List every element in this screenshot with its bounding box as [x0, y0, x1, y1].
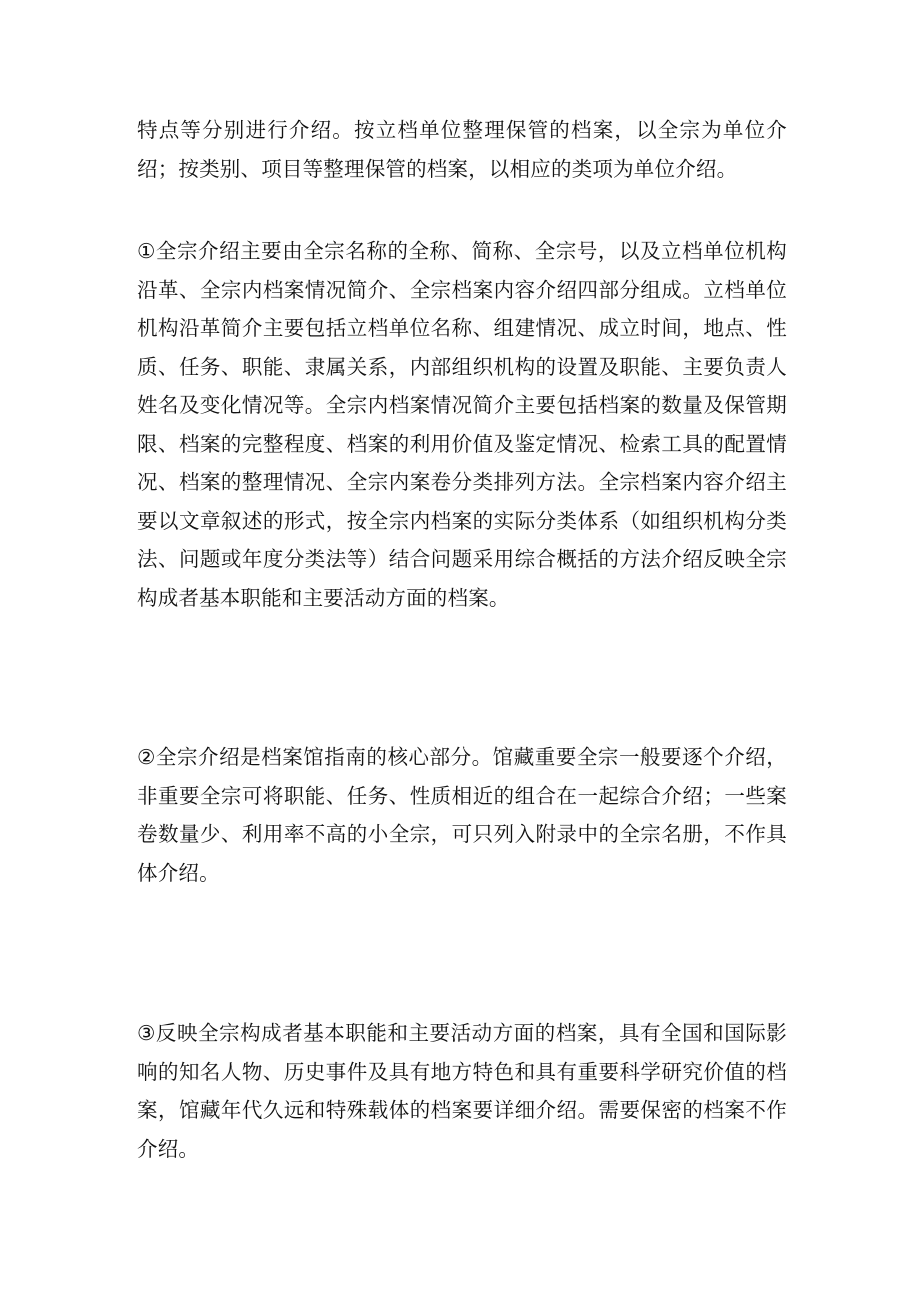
paragraph-item-3: ③反映全宗构成者基本职能和主要活动方面的档案，具有全国和国际影响的知名人物、历史事件及具有地方特色和具有重要科学研究价值的档案，馆藏年代久远和特殊载体的档案要详细介绍。需要保密的档案不作介绍。	[137, 1021, 787, 1161]
paragraph-intro: 特点等分别进行介绍。按立档单位整理保管的档案，以全宗为单位介绍；按类别、项目等整理保管的档案，以相应的类项为单位介绍。	[137, 118, 787, 181]
paragraph-item-2: ②全宗介绍是档案馆指南的核心部分。馆藏重要全宗一般要逐个介绍，非重要全宗可将职能、任务、性质相近的组合在一起综合介绍；一些案卷数量少、利用率不高的小全宗，可只列入附录中的全宗名册，不作具体介绍。	[137, 745, 787, 885]
paragraph-item-1: ①全宗介绍主要由全宗名称的全称、简称、全宗号，以及立档单位机构沿革、全宗内档案情况简介、全宗档案内容介绍四部分组成。立档单位机构沿革简介主要包括立档单位名称、组建情况、成立时间，地点、性质、任务、职能、隶属关系，内部组织机构的设置及职能、主要负责人姓名及变化情况等。全宗内档案情况简介主要包括档案的数量及保管期限、档案的完整程度、档案的利用价值及鉴定情况、检索工具的配置情况、档案的整理情况、全宗内案卷分类排列方法。全宗档案内容介绍主要以文章叙述的形式，按全宗内档案的实际分类体系（如组织机构分类法、问题或年度分类法等）结合问题采用综合概括的方法介绍反映全宗构成者基本职能和主要活动方面的档案。	[137, 239, 787, 610]
